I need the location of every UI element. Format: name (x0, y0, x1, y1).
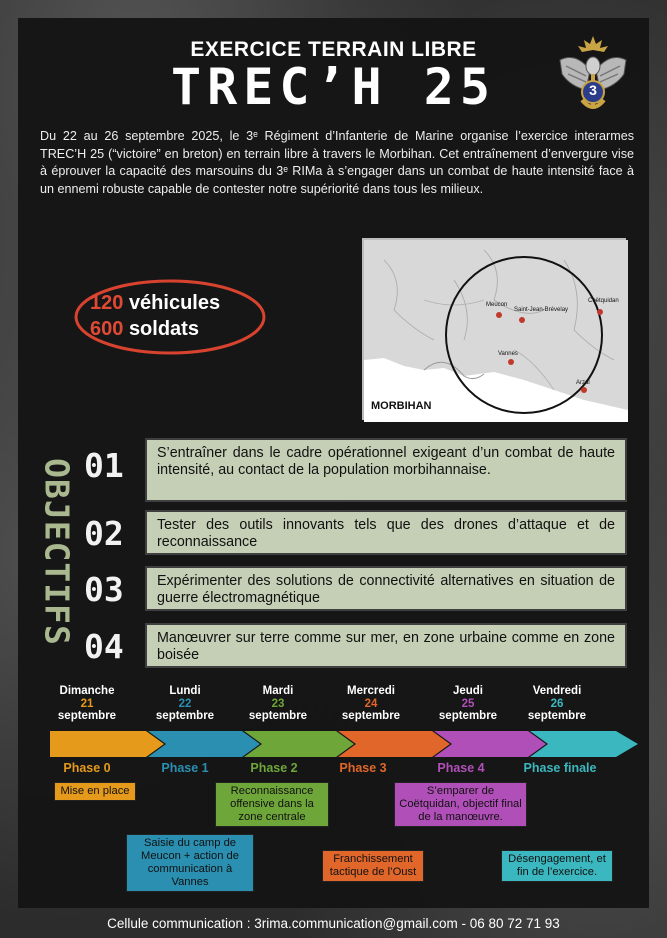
eagle-anchor-icon (556, 30, 630, 122)
stat-vehicles (90, 290, 220, 316)
arrow-segment-phase0 (50, 731, 164, 757)
objective-number: 03 (84, 570, 124, 609)
page-title: TREC’H 25 (171, 58, 496, 116)
day-wednesday (326, 685, 416, 723)
map-place-vannes: Vannes (498, 351, 518, 357)
timeline-arrow (50, 729, 640, 759)
footer-contact: Cellule communication : 3rima.communication@gmail.com - 06 80 72 71 93 (107, 916, 560, 931)
stat-soldiers-label: soldats (128, 318, 199, 340)
stats-oval (76, 282, 266, 352)
objective-box: S’entraîner dans le cadre opérationnel exigeant d’un combat de haute intensité, au contact de la population morbihannaise. (145, 438, 627, 502)
day-number: 22 (178, 697, 192, 710)
day-month: septembre (248, 710, 308, 722)
day-number: 24 (364, 697, 378, 710)
phase-label: Phase 0 (63, 761, 111, 775)
day-month: septembre (341, 710, 401, 722)
arrow-segment-final (530, 731, 638, 757)
objective-number: 01 (84, 446, 124, 485)
phase-label: Phase 3 (339, 761, 387, 775)
day-month: septembre (438, 710, 498, 722)
stat-soldiers (90, 316, 199, 342)
phase-label: Phase 1 (161, 761, 209, 775)
note-phase3: Franchissement tactique de l’Oust (322, 850, 424, 882)
day-number: 26 (550, 697, 564, 710)
objective-number: 02 (84, 514, 124, 553)
intro-paragraph: Du 22 au 26 septembre 2025, le 3ᵉ Régiment d’Infanterie de Marine organise l’exercice interarmes TREC’H 25 (“victoire” en breton) en terrain libre à travers le Morbihan. Cet entraînement d’envergure vise à éprouver la capacité des marsouins du 3ᵉ RIMa à s’engager dans un combat de haute intensité face à un ennemi robuste capable de contester notre supériorité dans tous les milieux. (40, 129, 634, 196)
day-name: Vendredi (532, 685, 582, 697)
objective-box: Tester des outils innovants tels que des drones d’attaque et de reconnaissance (145, 510, 627, 555)
note-final: Désengagement, et fin de l’exercice. (501, 850, 613, 882)
arrow-segment-phase4 (434, 731, 546, 757)
map-place-saint-jean: Saint-Jean-Brévelay (514, 307, 569, 313)
day-name: Mardi (262, 685, 294, 697)
objective-box: Expérimenter des solutions de connectivité alternatives en situation de guerre électromagnétique (145, 566, 627, 611)
day-month: septembre (527, 710, 587, 722)
day-monday (140, 685, 230, 723)
day-name: Jeudi (452, 685, 484, 697)
day-sunday (42, 685, 132, 723)
objective-box: Manœuvrer sur terre comme sur mer, en zone urbaine comme en zone boisée (145, 623, 627, 668)
arrow-segment-phase2 (244, 731, 354, 757)
day-number: 21 (80, 697, 94, 710)
map-graphic (364, 240, 628, 422)
objectives-vertical-title (37, 436, 77, 668)
day-month: septembre (57, 710, 117, 722)
insignia-number: 3 (589, 82, 597, 98)
note-phase4: S’emparer de Coëtquidan, objectif final de la manœuvre. (394, 782, 527, 827)
stat-vehicles-label: véhicules (128, 292, 221, 314)
phase-label: Phase 4 (437, 761, 485, 775)
arrow-segment-phase1 (148, 731, 260, 757)
morbihan-map (362, 238, 626, 420)
map-place-arzal: Arzal (576, 380, 590, 386)
map-place-coetquidan: Coëtquidan (588, 298, 619, 304)
arrow-segment-phase3 (338, 731, 450, 757)
day-thursday (423, 685, 513, 723)
regiment-insignia (556, 30, 630, 122)
note-phase2: Reconnaissance offensive dans la zone centrale (215, 782, 329, 827)
note-phase1: Saisie du camp de Meucon + action de communication à Vannes (126, 834, 254, 892)
map-region-label: MORBIHAN (371, 400, 432, 412)
objectives-title-block (37, 436, 77, 668)
day-friday (512, 685, 602, 723)
map-place-meucon: Meucon (486, 302, 508, 308)
phase-label: Phase 2 (250, 761, 298, 775)
day-tuesday (233, 685, 323, 723)
day-name: Dimanche (59, 685, 115, 697)
day-month: septembre (155, 710, 215, 722)
day-number: 25 (461, 697, 475, 710)
subtitle: EXERCICE TERRAIN LIBRE (190, 38, 477, 61)
day-name: Lundi (169, 685, 201, 697)
day-name: Mercredi (347, 685, 395, 697)
note-phase0: Mise en place (54, 782, 136, 801)
stat-vehicles-number: 120 (90, 292, 124, 314)
objectives-title-text: OBJECTIFS (37, 458, 77, 646)
day-number: 23 (271, 697, 285, 710)
phase-label: Phase finale (523, 761, 597, 775)
stat-soldiers-number: 600 (90, 318, 124, 340)
objective-number: 04 (84, 627, 124, 666)
